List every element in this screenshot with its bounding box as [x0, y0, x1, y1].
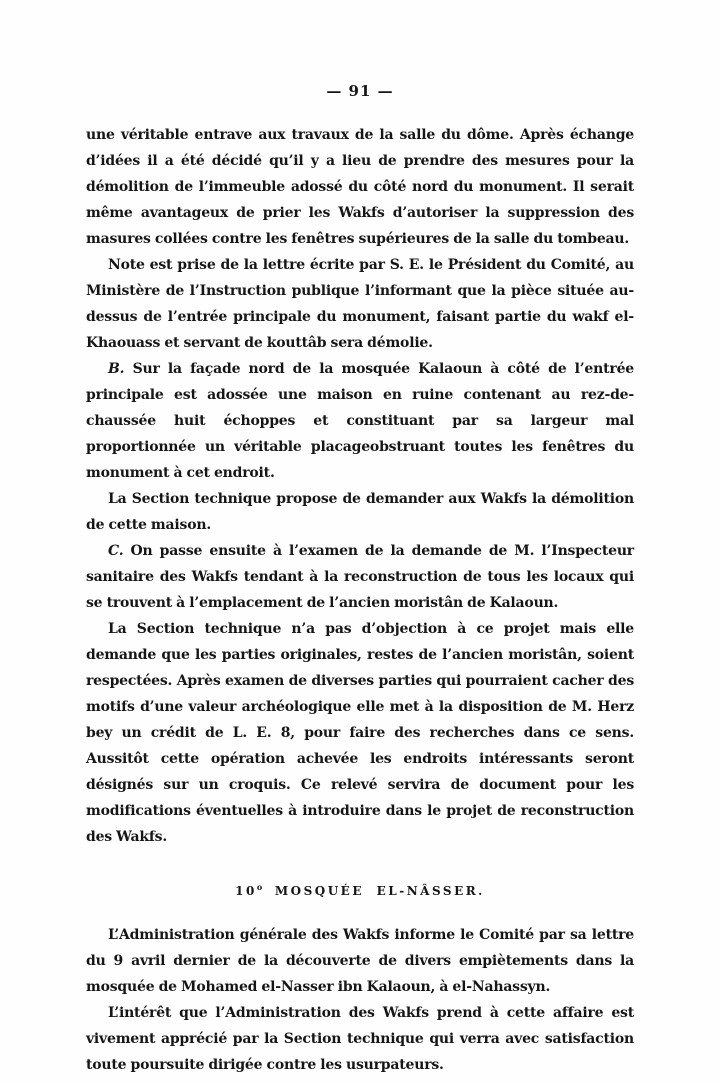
paragraph	[86, 122, 634, 252]
paragraph-lead-letter: B.	[108, 361, 125, 377]
paragraph-text: Sur la façade nord de la mosquée Kalaoun à côté de l’entrée principale est adossée une maison en ruine contenant au rez-de-chaussée huit échoppes et constituant par sa largeur mal proportionnée un véritable placageobstruant toutes les fenêtres du monument à cet endroit.	[86, 361, 634, 481]
paragraph	[86, 616, 634, 850]
paragraph-text: L’Administration générale des Wakfs informe le Comité par sa lettre du 9 avril dernier de la découverte de divers empiètements dans la mosquée de Mohamed el-Nasser ibn Kalaoun, à el-Nahassyn.	[86, 927, 634, 995]
paragraph-text: On passe ensuite à l’examen de la demande de M. l’Inspecteur sanitaire des Wakfs tendant à la reconstruction de tous les locaux qui se trouvent à l’emplacement de l’ancien moristân de Kalaoun.	[86, 543, 634, 611]
paragraph-text: L’intérêt que l’Administration des Wakfs prend à cette affaire est vivement apprécié par la Section technique qui verra avec satisfaction toute poursuite dirigée contre les usurpateurs.	[86, 1005, 634, 1073]
paragraph	[86, 486, 634, 538]
section-title: MOSQUÉE EL-NÂSSER.	[274, 884, 485, 898]
section-ordinal: o	[256, 882, 263, 892]
paragraph-text: Note est prise de la lettre écrite par S. E. le Président du Comité, au Ministère de l’Instruction publique l’informant que la pièce située au-dessus de l’entrée principale du monument, faisant partie du wakf el-Khaouass et servant de kouttâb sera démolie.	[86, 257, 634, 351]
paragraph	[86, 1000, 634, 1078]
paragraph	[86, 538, 634, 616]
section-heading	[86, 882, 634, 898]
paragraph	[86, 922, 634, 1000]
page-body	[86, 122, 634, 1078]
paragraph-text: La Section technique propose de demander aux Wakfs la démolition de cette maison.	[86, 491, 634, 533]
paragraph-text: La Section technique n’a pas d’objection à ce projet mais elle demande que les parties originales, restes de l’ancien moristân, soient respectées. Après examen de diverses parties qui pourraient cacher des motifs d’une valeur archéologique elle met à la disposition de M. Herz bey un crédit de L. E. 8, pour faire des recherches dans ce sens. Aussitôt cette opération achevée les endroits intéressants seront désignés sur un croquis. Ce relevé servira de document pour les modifications éventuelles à introduire dans le projet de reconstruction des Wakfs.	[86, 621, 634, 845]
page-number: — 91 —	[326, 82, 394, 100]
paragraph-text: une véritable entrave aux travaux de la salle du dôme. Après échange d’idées il a été décidé qu’il y a lieu de prendre des mesures pour la démolition de l’immeuble adossé du côté nord du monument. Il serait même avantageux de prier les Wakfs d’autoriser la suppression des masures collées contre les fenêtres supérieures de la salle du tombeau.	[86, 127, 634, 247]
paragraph	[86, 356, 634, 486]
paragraph	[86, 252, 634, 356]
section-number: 10	[235, 884, 257, 898]
paragraph-lead-letter: C.	[108, 543, 124, 559]
